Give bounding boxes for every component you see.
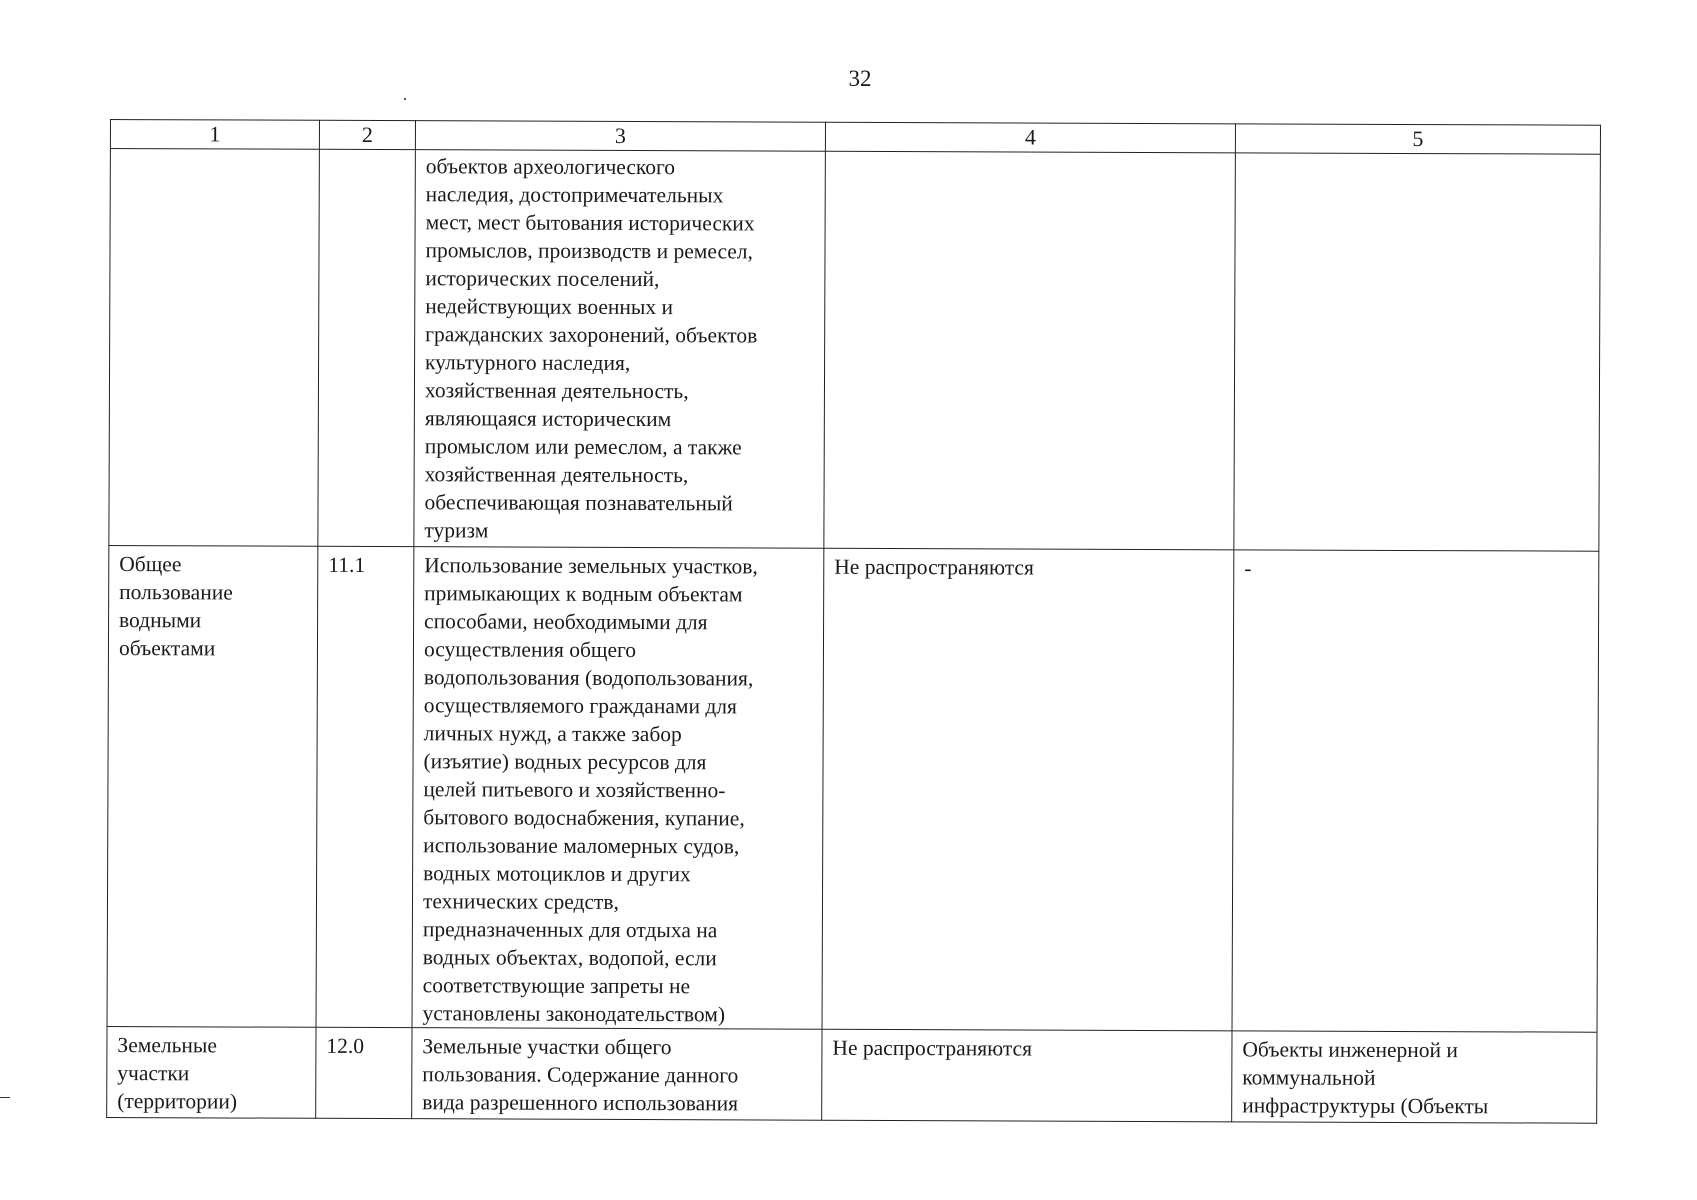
use-name-cell: [109, 149, 320, 547]
column-header-4: 4: [825, 122, 1235, 153]
use-description-cell: Использование земельных участков, примыкающих к водным объектам способами, необходимыми для осуществления общего водопользования (водопользования, осуществляемого гражданами для личных нужд, а также забор (изъятие) водных ресурсов для целей питьевого и хозяйственно- бытового водоснабжения, купание, использование маломерных судов, водных мотоциклов и других технических средств, предназначенных для отдыха на водных объектах, водопой, если соответствующие запреты не установлены законодательством): [412, 547, 824, 1030]
use-code-cell: 11.1: [316, 546, 414, 1027]
table-row: [107, 545, 1599, 1032]
use-description-cell: объектов археологического наследия, достопримечательных мест, мест бытования исторических промыслов, производств и ремесел, исторических поселений, недействующих военных и гражданских захоронений, объектов культурного наследия, хозяйственная деятельность, являющаяся историческим промыслом или ремеслом, а также хозяйственная деятельность, обеспечивающая познавательный туризм: [414, 150, 826, 549]
column-4-cell: [824, 151, 1236, 550]
scan-artifact-dash: [0, 1097, 10, 1098]
column-header-5: 5: [1235, 124, 1600, 154]
column-5-cell: -: [1232, 550, 1599, 1032]
column-4-cell: Не распространяются: [822, 1029, 1232, 1122]
column-header-3: 3: [415, 121, 825, 152]
use-code-cell: 12.0: [316, 1027, 412, 1118]
column-header-1: 1: [110, 120, 319, 150]
land-use-table: [106, 119, 1601, 1124]
table-row: [107, 1026, 1597, 1123]
use-name-cell: Земельные участки (территории): [107, 1026, 316, 1118]
column-5-cell: [1234, 153, 1601, 551]
use-name-cell: Общее пользование водными объектами: [107, 545, 318, 1027]
use-description-cell: Земельные участки общего пользования. Содержание данного вида разрешенного использования: [412, 1028, 822, 1121]
column-header-2: 2: [319, 120, 415, 149]
table-row: [109, 149, 1601, 552]
column-5-cell: Объекты инженерной и коммунальной инфраструктуры (Объекты: [1232, 1031, 1597, 1123]
document-table-wrapper: [106, 119, 1600, 1124]
page-number: 32: [848, 66, 872, 91]
scan-artifact-dot: [404, 98, 406, 100]
column-4-cell: Не распространяются: [822, 548, 1234, 1031]
use-code-cell: [318, 149, 416, 546]
